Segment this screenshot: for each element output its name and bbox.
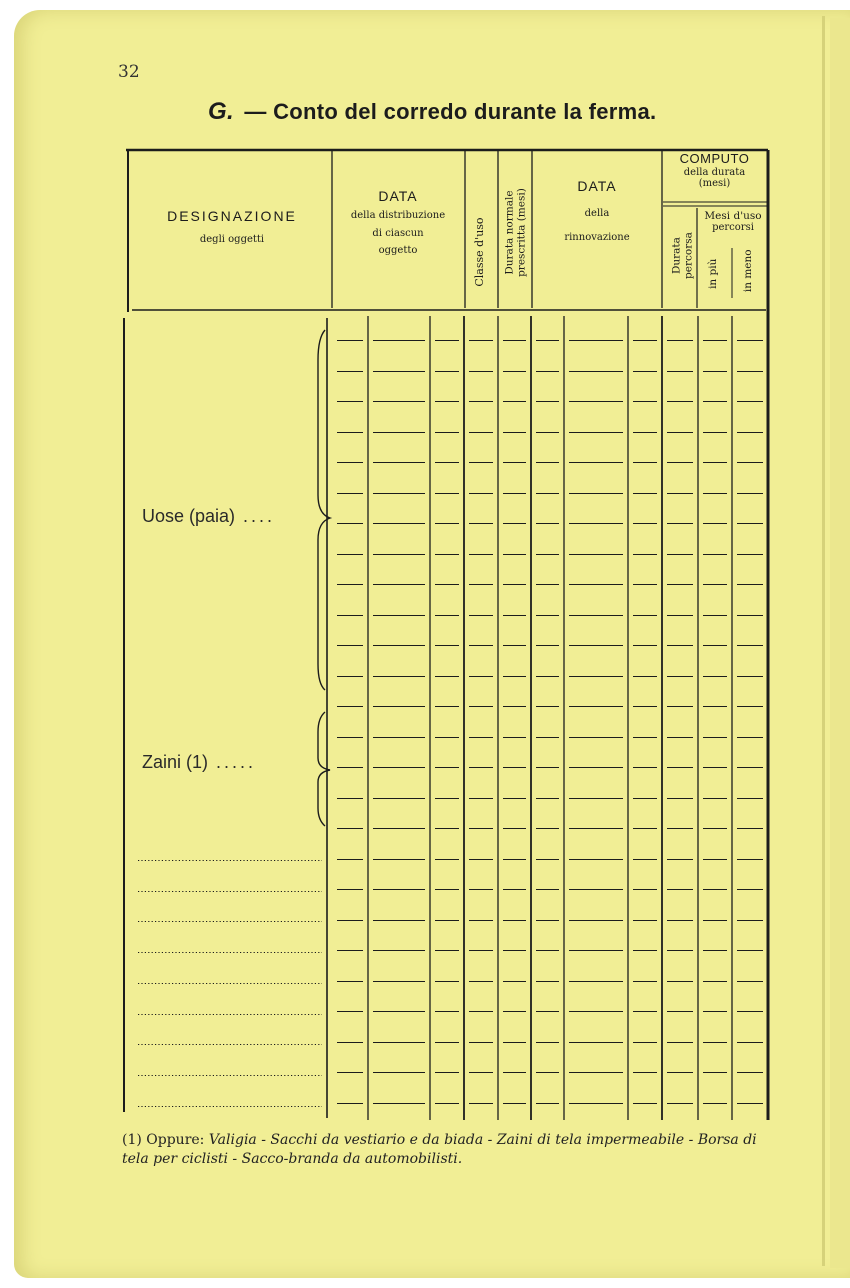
footnote-text: Valigia - Sacchi da vestiario e da biada - Zaini di tela impermeabile - Borsa di tela per ciclisti - Sacco-branda da automobilisti. xyxy=(122,1132,757,1167)
page-number: 32 xyxy=(118,62,140,82)
header-computo xyxy=(663,152,766,190)
computo-sub1: della durata xyxy=(683,166,746,178)
header-data-rinnovazione xyxy=(534,178,660,243)
mesi-uso-line2: percorsi xyxy=(712,222,754,234)
data-rinnovazione-label: DATA xyxy=(577,178,617,194)
uose-text: Uose (paia) xyxy=(142,506,236,526)
durata-normale-line2: prescritta (mesi) xyxy=(515,188,527,277)
durata-normale-line1: Durata normale xyxy=(503,190,516,275)
durata-percorsa-line2: percorsa xyxy=(682,232,694,279)
row-label-uose xyxy=(142,506,275,527)
footnote-marker: (1) Oppure: xyxy=(122,1132,205,1148)
header-mesi-uso xyxy=(699,210,767,234)
uose-leader: .... xyxy=(235,506,276,526)
mesi-uso-line1: Mesi d'uso xyxy=(704,210,762,222)
computo-sub2: (mesi) xyxy=(698,178,731,190)
zaini-text: Zaini (1) xyxy=(142,752,209,772)
section-title: — Conto del corredo durante la ferma. xyxy=(244,99,657,124)
designazione-label: DESIGNAZIONE xyxy=(167,208,297,224)
row-label-zaini xyxy=(142,752,256,773)
durata-percorsa-line1: Durata xyxy=(670,237,683,275)
data-distribuzione-sub1: della distribuzione xyxy=(350,210,446,222)
header-in-meno: in meno xyxy=(742,249,755,293)
section-letter: G. xyxy=(208,98,234,125)
data-distribuzione-label: DATA xyxy=(378,188,418,204)
brace-uose xyxy=(318,330,330,690)
header-durata-percorsa xyxy=(671,216,694,296)
header-designazione xyxy=(132,208,332,246)
zaini-leader: ..... xyxy=(208,752,257,772)
data-rinnovazione-sub1: della xyxy=(584,208,610,220)
header-in-piu: in più xyxy=(707,258,720,289)
footnote xyxy=(122,1131,762,1169)
data-distribuzione-sub2: di ciascun xyxy=(372,227,424,239)
header-classe-uso: Classe d'uso xyxy=(472,217,486,287)
designazione-sublabel: degli oggetti xyxy=(199,234,265,246)
computo-label: COMPUTO xyxy=(679,151,750,166)
data-rinnovazione-sub2: rinnovazione xyxy=(564,231,630,243)
brace-zaini xyxy=(318,712,330,826)
header-data-distribuzione xyxy=(334,188,462,257)
header-durata-normale xyxy=(504,183,527,283)
data-distribuzione-sub3: oggetto xyxy=(378,245,418,257)
